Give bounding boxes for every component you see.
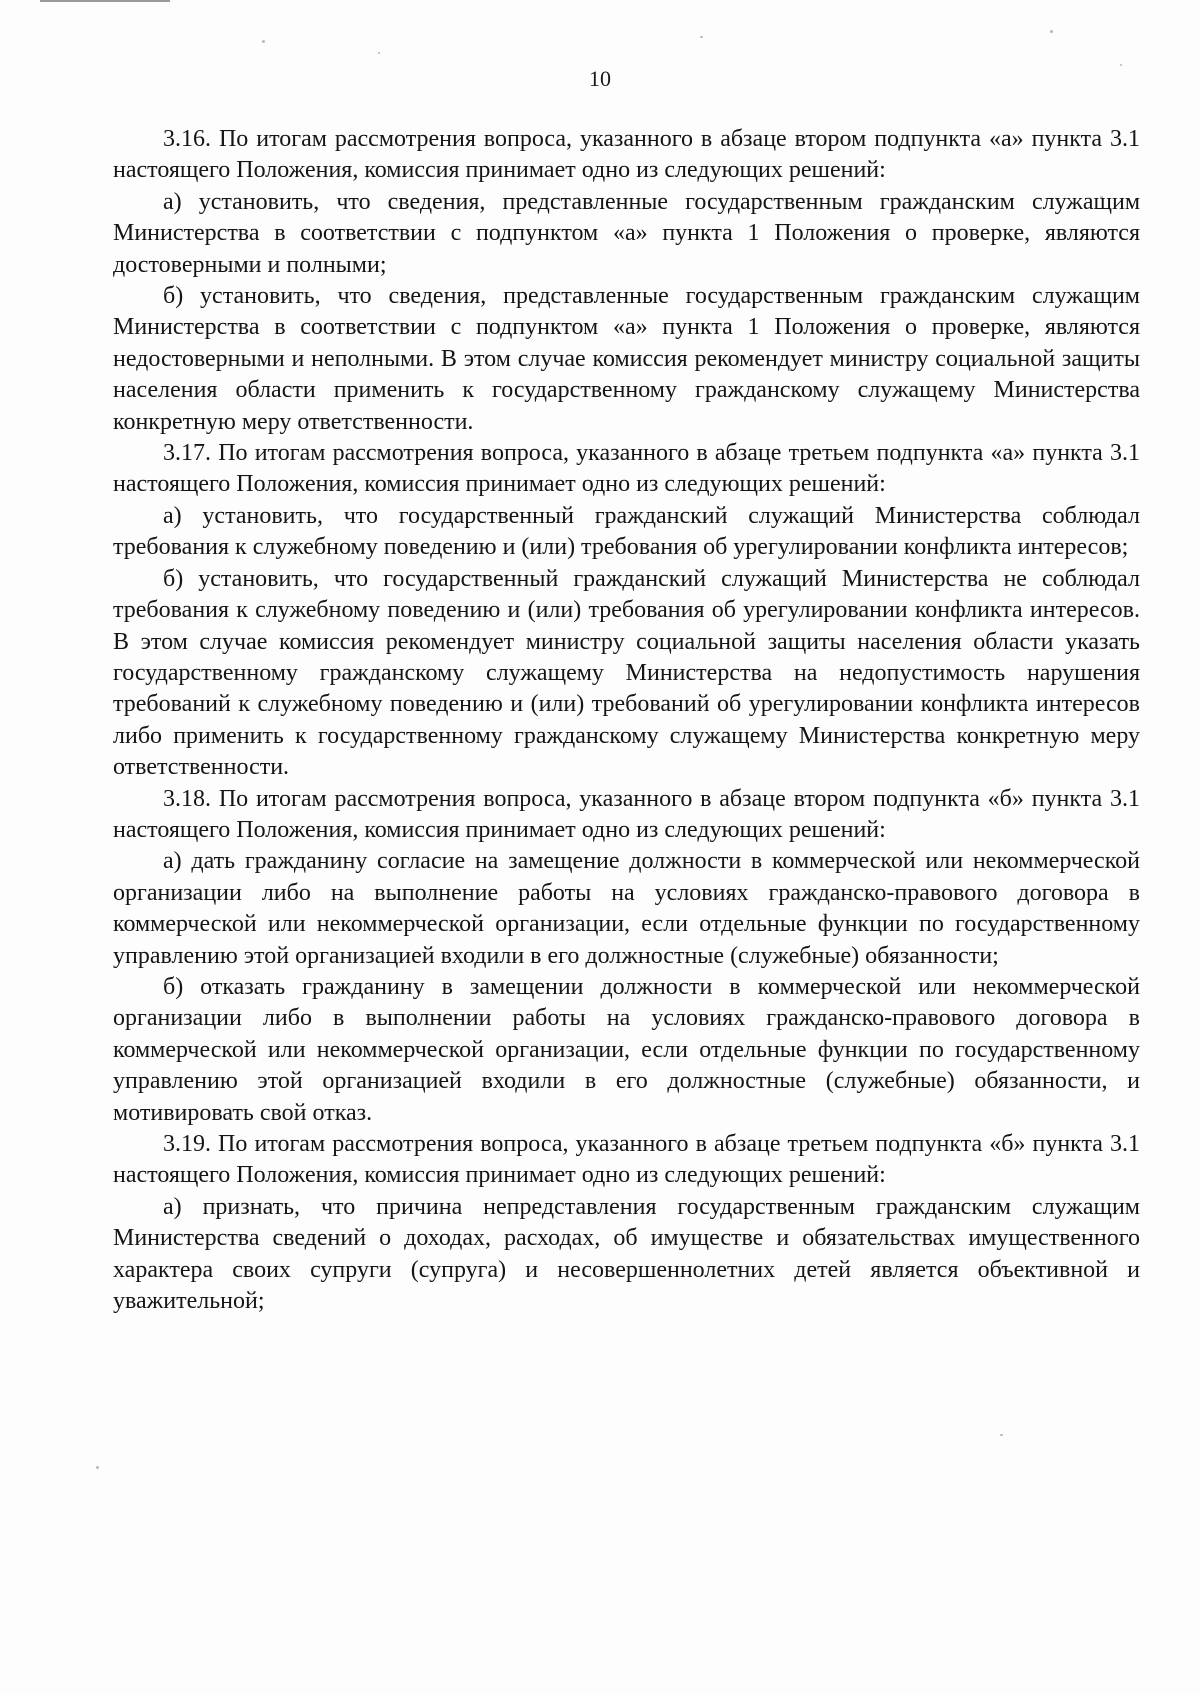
scan-speck: [96, 1466, 99, 1469]
scan-edge-line: [40, 0, 170, 2]
paragraph-3-18-b: б) отказать гражданину в замещении должности в коммерческой или некоммерческой организации либо в выполнении работы на условиях гражданско-правового договора в коммерческой или некоммерческой организации, если отдельные функции по государственному управлению этой организацией входили в его должностные (служебные) обязанности, и мотивировать свой отказ.: [113, 973, 1140, 1126]
paragraph-3-17: 3.17. По итогам рассмотрения вопроса, указанного в абзаце третьем подпункта «а» пункта 3.1 настоящего Положения, комиссия принимает одно из следующих решений:: [113, 440, 1140, 498]
scan-speck: [262, 40, 265, 43]
scan-speck: [1050, 30, 1053, 33]
paragraph-3-16: 3.16. По итогам рассмотрения вопроса, указанного в абзаце втором подпункта «а» пункта 3.1 настоящего Положения, комиссия принимает одно из следующих решений:: [113, 126, 1140, 184]
paragraph-3-18-a: а) дать гражданину согласие на замещение должности в коммерческой или некоммерческой организации либо на выполнение работы на условиях гражданско-правового договора в коммерческой или некоммерческой организации, если отдельные функции по государственному управлению этой организацией входили в его должностные (служебные) обязанности;: [113, 848, 1140, 969]
scan-speck: [378, 52, 380, 54]
paragraph-3-16-b: б) установить, что сведения, представленные государственным гражданским служащим Министерства в соответствии с подпунктом «а» пункта 1 Положения о проверке, являются недостоверными и неполными. В этом случае комиссия рекомендует министру социальной защиты населения области применить к государственному гражданскому служащему Министерства конкретную меру ответственности.: [113, 283, 1140, 435]
paragraph-3-17-a: а) установить, что государственный гражданский служащий Министерства соблюдал требования к служебному поведению и (или) требования об урегулировании конфликта интересов;: [113, 502, 1140, 561]
paragraph-3-17-b: б) установить, что государственный гражданский служащий Министерства не соблюдал требования к служебному поведению и (или) требования об урегулировании конфликта интересов. В этом случае комиссия рекомендует министру социальной защиты населения области указать государственному гражданскому служащему Министерства на недопустимость нарушения требований к служебному поведению и (или) требований об урегулировании конфликта интересов либо применить к государственному гражданскому служащему Министерства конкретную меру ответственности.: [113, 565, 1140, 781]
paragraph-3-19: 3.19. По итогам рассмотрения вопроса, указанного в абзаце третьем подпункта «б» пункта 3.1 настоящего Положения, комиссия принимает одно из следующих решений:: [113, 1131, 1140, 1189]
document-body: [113, 124, 1140, 1317]
paragraph-3-19-a: а) признать, что причина непредставления государственным гражданским служащим Министерства сведений о доходах, расходах, об имуществе и обязательствах имущественного характера своих супруги (супруга) и несовершеннолетних детей является объективной и уважительной;: [113, 1193, 1140, 1315]
scan-speck: [1000, 1434, 1003, 1436]
paragraph-3-16-a: а) установить, что сведения, представленные государственным гражданским служащим Министерства в соответствии с подпунктом «а» пункта 1 Положения о проверке, являются достоверными и полными;: [113, 188, 1140, 278]
page-number: 10: [589, 66, 611, 91]
scan-speck: [700, 36, 703, 38]
paragraph-3-18: 3.18. По итогам рассмотрения вопроса, указанного в абзаце втором подпункта «б» пункта 3.1 настоящего Положения, комиссия принимает одно из следующих решений:: [113, 785, 1140, 843]
